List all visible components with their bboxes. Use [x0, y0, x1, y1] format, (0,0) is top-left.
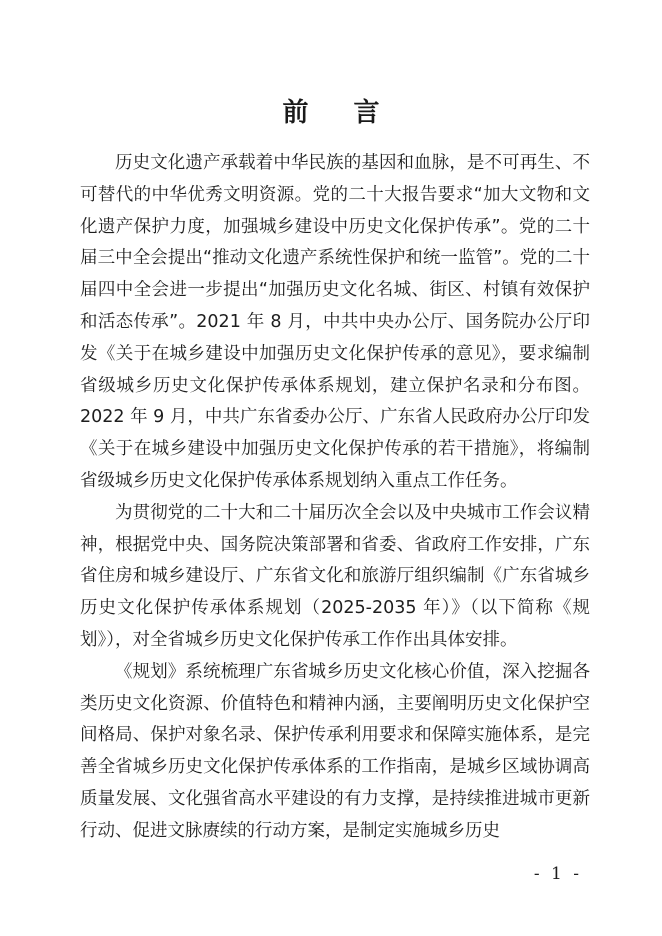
page-title: 前 言 — [282, 98, 398, 128]
paragraph-purpose: 为贯彻党的二十大和二十届历次全会以及中央城市工作会议精神，根据党中央、国务院决策部署和省委、省政府工作安排，广东省住房和城乡建设厅、广东省文化和旅游厅组织编制《广东省城乡历史文化保护传承体系规划（2025-2035 年）》（以下简称《规划》），对全省城乡历史文化保护传承工作作出具体安排。 — [80, 502, 590, 650]
document-body — [80, 148, 590, 848]
paragraph-summary: 《规划》系统梳理广东省城乡历史文化核心价值，深入挖掘各类历史文化资源、价值特色和精神内涵，主要阐明历史文化保护空间格局、保护对象名录、保护传承利用要求和保障实施体系，是完善全省城乡历史文化保护传承体系的工作指南，是城乡区域协调高质量发展、文化强省高水平建设的有力支撑，是持续推进城市更新行动、促进文脉赓续的行动方案，是制定实施城乡历史 — [80, 661, 590, 841]
paragraph-intro: 历史文化遗产承载着中华民族的基因和血脉，是不可再生、不可替代的中华优秀文明资源。党的二十大报告要求“加大文物和文化遗产保护力度，加强城乡建设中历史文化保护传承”。党的二十届三中全会提出“推动文化遗产系统性保护和统一监管”。党的二十届四中全会进一步提出“加强历史文化名城、街区、村镇有效保护和活态传承”。2021 年 8 月，中共中央办公厅、国务院办公厅印发《关于在城乡建设中加强历史文化保护传承的意见》，要求编制省级城乡历史文化保护传承体系规划，建立保护名录和分布图。2022 年 9 月，中共广东省委办公厅、广东省人民政府办公厅印发《关于在城乡建设中加强历史文化保护传承的若干措施》，将编制省级城乡历史文化保护传承体系规划纳入重点工作任务。 — [80, 153, 590, 491]
page-number: - 1 - — [533, 864, 582, 884]
